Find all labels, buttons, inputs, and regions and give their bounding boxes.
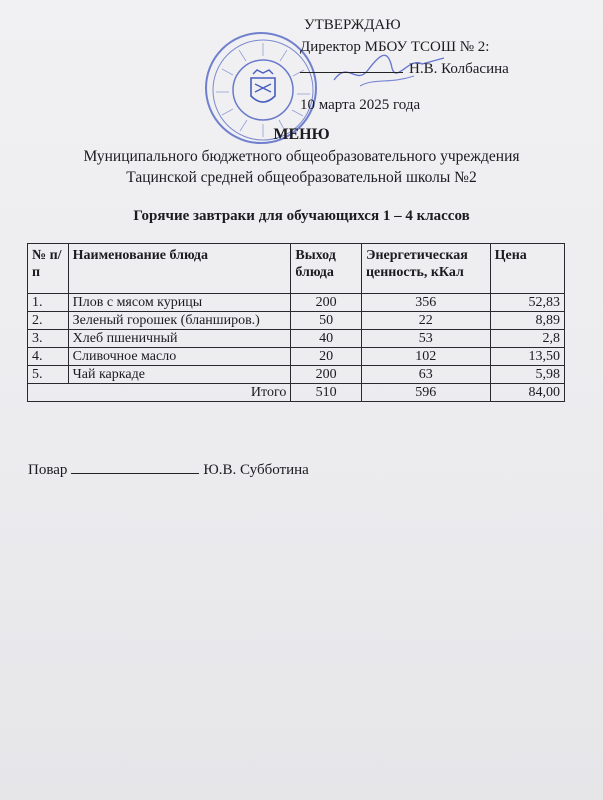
header-price: Цена — [490, 244, 564, 294]
row-num: 3. — [28, 330, 69, 348]
total-price: 84,00 — [490, 384, 564, 402]
header-output: Выход блюда — [291, 244, 362, 294]
approval-block — [300, 14, 509, 116]
table-header-row — [28, 244, 565, 294]
organization-line-1: Муниципального бюджетного общеобразовательного учреждения — [83, 148, 520, 165]
row-name: Сливочное масло — [68, 348, 291, 366]
row-name: Плов с мясом курицы — [68, 294, 291, 312]
row-num: 2. — [28, 312, 69, 330]
row-energy: 63 — [361, 366, 490, 384]
row-energy: 22 — [361, 312, 490, 330]
row-name: Зеленый горошек (бланширов.) — [68, 312, 291, 330]
approval-date: 10 марта 2025 года — [300, 97, 421, 113]
row-num: 1. — [28, 294, 69, 312]
row-output: 200 — [291, 366, 362, 384]
row-num: 4. — [28, 348, 69, 366]
menu-table — [27, 243, 565, 402]
table-row — [28, 312, 565, 330]
row-output: 40 — [291, 330, 362, 348]
row-name: Чай каркаде — [68, 366, 291, 384]
approval-signature-line — [300, 58, 509, 80]
document-title: МЕНЮ — [273, 126, 330, 143]
table-total-row — [28, 384, 565, 402]
cook-signature-line — [71, 459, 199, 474]
total-label: Итого — [28, 384, 291, 402]
row-num: 5. — [28, 366, 69, 384]
row-price: 8,89 — [490, 312, 564, 330]
row-output: 50 — [291, 312, 362, 330]
row-energy: 102 — [361, 348, 490, 366]
organization-line-2: Тацинской средней общеобразовательной школы №2 — [126, 169, 477, 186]
row-price: 52,83 — [490, 294, 564, 312]
row-name: Хлеб пшеничный — [68, 330, 291, 348]
header-energy: Энергетическая ценность, кКал — [361, 244, 490, 294]
document-subtitle: Горячие завтраки для обучающихся 1 – 4 классов — [133, 208, 470, 224]
row-energy: 356 — [361, 294, 490, 312]
header-num: № п/п — [28, 244, 69, 294]
cook-label: Повар — [28, 462, 68, 478]
row-output: 20 — [291, 348, 362, 366]
signature-underline — [300, 58, 403, 73]
table-row — [28, 366, 565, 384]
cook-name: Ю.В. Субботина — [203, 462, 309, 478]
row-price: 13,50 — [490, 348, 564, 366]
row-energy: 53 — [361, 330, 490, 348]
approval-position: Директор МБОУ ТСОШ № 2: — [300, 39, 490, 55]
table-row — [28, 294, 565, 312]
total-energy: 596 — [361, 384, 490, 402]
approval-heading: УТВЕРЖДАЮ — [304, 17, 401, 33]
approval-name: Н.В. Колбасина — [409, 61, 509, 77]
table-row — [28, 348, 565, 366]
row-price: 5,98 — [490, 366, 564, 384]
header-name: Наименование блюда — [68, 244, 291, 294]
table-row — [28, 330, 565, 348]
row-price: 2,8 — [490, 330, 564, 348]
total-output: 510 — [291, 384, 362, 402]
cook-signature-block — [28, 459, 309, 479]
row-output: 200 — [291, 294, 362, 312]
